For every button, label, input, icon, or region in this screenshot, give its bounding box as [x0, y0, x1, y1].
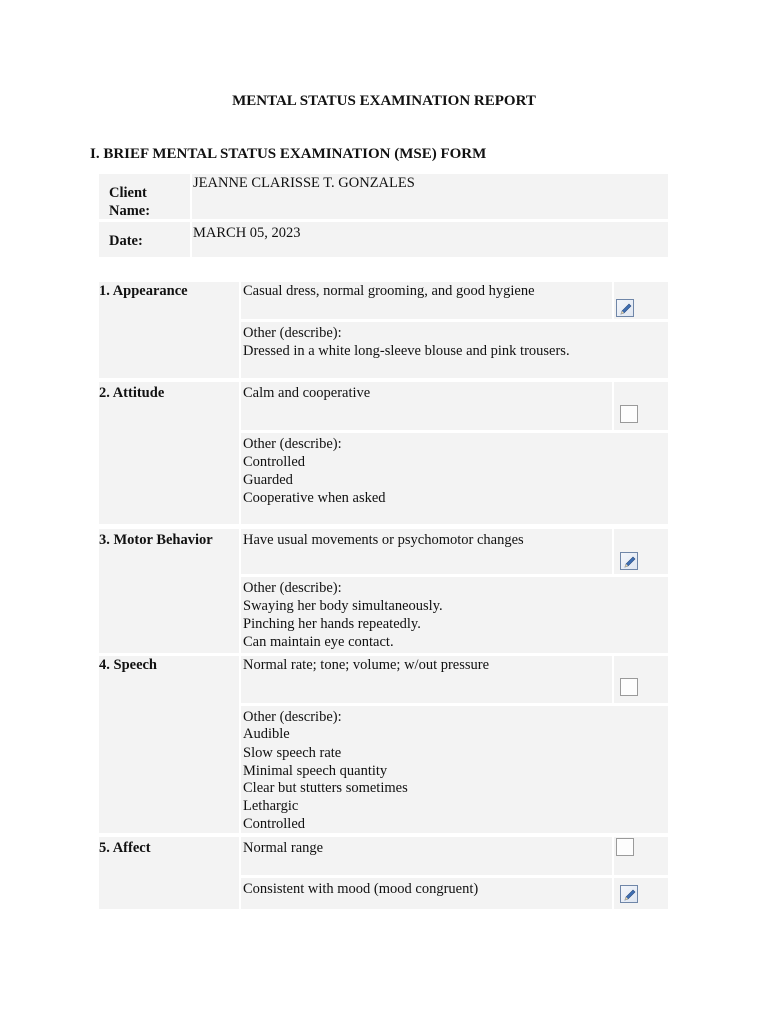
- attitude-standard-cell: [241, 382, 612, 430]
- motor-behavior-label: 3. Motor Behavior: [99, 532, 213, 548]
- speech-other-label: Other (describe):: [243, 709, 342, 725]
- client-name-label: Client Name:: [109, 185, 151, 219]
- affect-mood-congruent-checkbox[interactable]: [620, 885, 638, 903]
- affect-label: 5. Affect: [99, 840, 151, 856]
- affect-option-cell: [241, 878, 612, 909]
- appearance-label-cell: [99, 282, 239, 378]
- speech-standard-cell: [241, 656, 612, 703]
- motor-behavior-other-cell[interactable]: [241, 577, 668, 653]
- affect-normal-range-checkbox[interactable]: [616, 838, 634, 856]
- attitude-other-line: Controlled: [243, 454, 306, 470]
- section-heading: I. BRIEF MENTAL STATUS EXAMINATION (MSE) FORM: [90, 146, 487, 162]
- speech-other-line: Clear but stutters sometimes: [243, 780, 408, 796]
- motor-behavior-other-line: Swaying her body simultaneously.: [243, 598, 443, 614]
- affect-checkbox-cell: [614, 878, 668, 909]
- attitude-standard-text: Calm and cooperative: [243, 385, 371, 401]
- appearance-other-line: Dressed in a white long-sleeve blouse and pink trousers.: [243, 343, 570, 359]
- speech-other-line: Lethargic: [243, 798, 299, 814]
- speech-other-cell[interactable]: [241, 706, 668, 833]
- affect-option-text: Normal range: [243, 840, 324, 856]
- motor-behavior-other-line: Pinching her hands repeatedly.: [243, 616, 421, 632]
- affect-option-cell: [241, 837, 612, 875]
- motor-behavior-other-label: Other (describe):: [243, 580, 342, 596]
- appearance-standard-text: Casual dress, normal grooming, and good hygiene: [243, 283, 535, 299]
- speech-checkbox-cell: [614, 656, 668, 703]
- attitude-other-line: Cooperative when asked: [243, 490, 386, 506]
- date-value: MARCH 05, 2023: [193, 225, 301, 241]
- motor-behavior-standard-text: Have usual movements or psychomotor changes: [243, 532, 524, 548]
- report-title: MENTAL STATUS EXAMINATION REPORT: [232, 93, 536, 109]
- date-label-cell: [99, 222, 190, 257]
- pencil-check-icon: [618, 301, 634, 317]
- speech-checkbox[interactable]: [620, 678, 638, 696]
- attitude-label-cell: [99, 382, 239, 524]
- affect-label-cell: [99, 837, 239, 909]
- motor-behavior-standard-cell: [241, 529, 612, 574]
- motor-behavior-checkbox-cell: [614, 529, 668, 574]
- motor-behavior-other-line: Can maintain eye contact.: [243, 634, 394, 650]
- attitude-other-cell[interactable]: [241, 433, 668, 524]
- speech-label: 4. Speech: [99, 657, 157, 673]
- attitude-checkbox[interactable]: [620, 405, 638, 423]
- appearance-standard-cell: [241, 282, 612, 319]
- attitude-other-label: Other (describe):: [243, 436, 342, 452]
- appearance-other-cell[interactable]: [241, 322, 668, 378]
- speech-other-line: Minimal speech quantity: [243, 763, 388, 779]
- attitude-other-line: Guarded: [243, 472, 293, 488]
- attitude-label: 2. Attitude: [99, 385, 165, 401]
- speech-label-cell: [99, 656, 239, 833]
- date-label: Date:: [109, 233, 143, 249]
- appearance-checkbox[interactable]: [616, 299, 634, 317]
- pencil-check-icon: [622, 887, 638, 903]
- attitude-checkbox-cell: [614, 382, 668, 430]
- pencil-check-icon: [622, 554, 638, 570]
- appearance-checkbox-cell: [614, 282, 668, 319]
- affect-checkbox-cell: [614, 837, 668, 875]
- motor-behavior-checkbox[interactable]: [620, 552, 638, 570]
- speech-other-line: Controlled: [243, 816, 306, 832]
- client-name-value-cell[interactable]: [192, 174, 668, 219]
- affect-option-text: Consistent with mood (mood congruent): [243, 881, 479, 897]
- date-value-cell[interactable]: [192, 222, 668, 257]
- client-name-label-cell: [99, 174, 190, 219]
- speech-other-line: Slow speech rate: [243, 745, 342, 761]
- appearance-label: 1. Appearance: [99, 283, 188, 299]
- speech-standard-text: Normal rate; tone; volume; w/out pressure: [243, 657, 490, 673]
- client-name-value: JEANNE CLARISSE T. GONZALES: [193, 175, 415, 191]
- appearance-other-label: Other (describe):: [243, 325, 342, 341]
- motor-behavior-label-cell: [99, 529, 239, 653]
- speech-other-line: Audible: [243, 726, 290, 742]
